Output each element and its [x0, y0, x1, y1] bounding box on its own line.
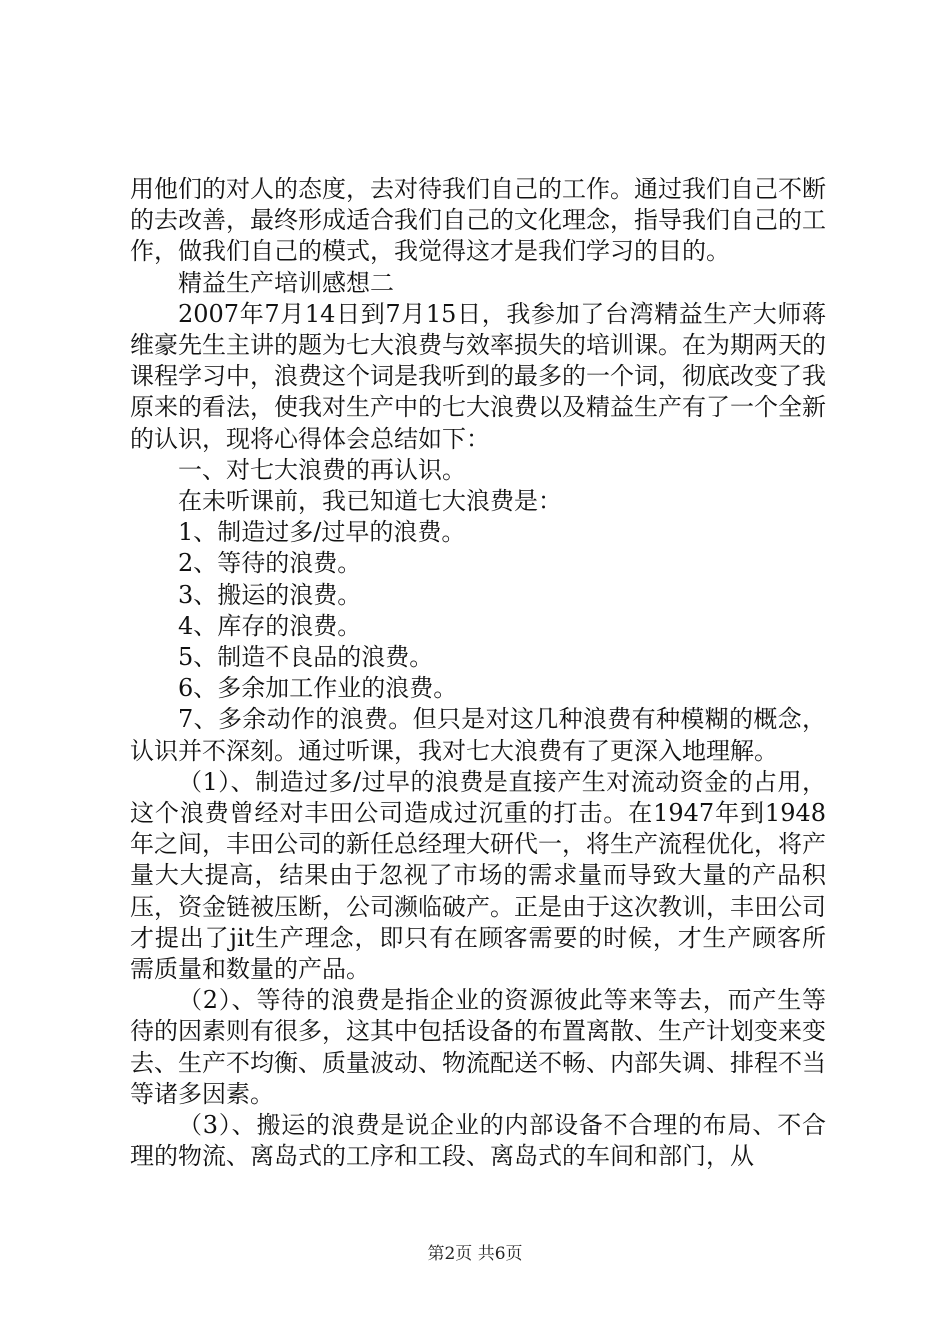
list-item: 1、制造过多/过早的浪费。	[178, 518, 466, 547]
document-body	[130, 174, 826, 1173]
paragraph: （3）、搬运的浪费是说企业的内部设备不合理的布局、不合理的物流、离岛式的工序和工段、离岛式的车间和部门，从	[130, 1111, 826, 1171]
paragraph: 在未听课前，我已知道七大浪费是：	[178, 487, 562, 516]
list-item: 2、等待的浪费。	[178, 549, 362, 578]
paragraph: （1）、制造过多/过早的浪费是直接产生对流动资金的占用，这个浪费曾经对丰田公司造成过沉重的打击。在1947年到1948年之间，丰田公司的新任总经理大研代一，将生产流程优化，将产量大大提高，结果由于忽视了市场的需求量而导致大量的产品积压，资金链被压断，公司濒临破产。正是由于这次教训，丰田公司才提出了jit生产理念，即只有在顾客需要的时候，才生产顾客所需质量和数量的产品。	[130, 767, 826, 984]
page-footer: 第2页 共6页	[427, 1244, 523, 1264]
list-item: 7、多余动作的浪费。但只是对这几种浪费有种模糊的概念，认识并不深刻。通过听课，我对七大浪费有了更深入地理解。	[130, 705, 826, 765]
list-item: 4、库存的浪费。	[178, 611, 362, 640]
list-item: 6、多余加工作业的浪费。	[178, 674, 458, 703]
list-item: 3、搬运的浪费。	[178, 580, 362, 609]
subsection-heading: 一、对七大浪费的再认识。	[178, 455, 466, 484]
paragraph: 2007年7月14日到7月15日，我参加了台湾精益生产大师蒋维豪先生主讲的题为七大浪费与效率损失的培训课。在为期两天的课程学习中，浪费这个词是我听到的最多的一个词，彻底改变了我原来的看法，使我对生产中的七大浪费以及精益生产有了一个全新的认识，现将心得体会总结如下：	[130, 299, 826, 453]
list-item: 5、制造不良品的浪费。	[178, 643, 434, 672]
paragraph: 用他们的对人的态度，去对待我们自己的工作。通过我们自己不断的去改善，最终形成适合我们自己的文化理念，指导我们自己的工作，做我们自己的模式，我觉得这才是我们学习的目的。	[130, 175, 826, 266]
paragraph: （2）、等待的浪费是指企业的资源彼此等来等去，而产生等待的因素则有很多，这其中包括设备的布置离散、生产计划变来变去、生产不均衡、质量波动、物流配送不畅、内部失调、排程不当等诸多因素。	[130, 986, 826, 1108]
section-heading: 精益生产培训感想二	[178, 268, 394, 297]
